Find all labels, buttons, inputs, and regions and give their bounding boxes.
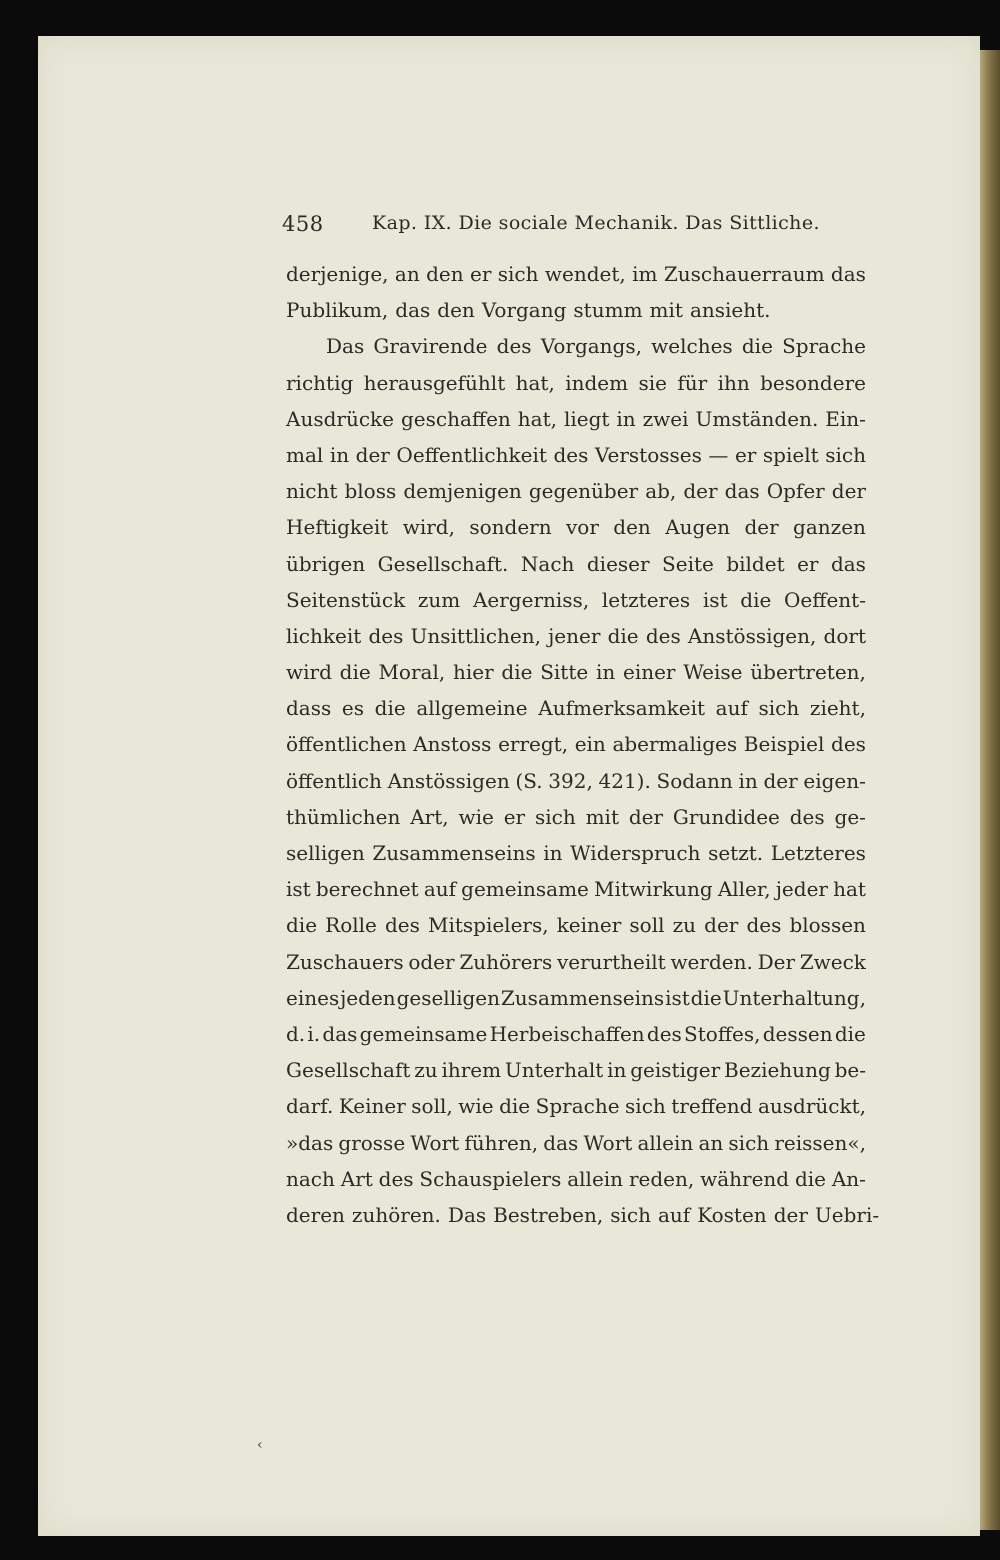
word: verurtheilt	[556, 949, 666, 974]
word: jeder	[775, 877, 828, 902]
text-line	[286, 726, 866, 762]
word: geselligen	[396, 985, 501, 1010]
word: wie	[458, 1094, 494, 1119]
word: sich	[610, 1202, 651, 1227]
word: werden.	[670, 949, 753, 974]
word: die	[741, 334, 773, 359]
word: zu	[672, 913, 697, 938]
word: Ein-	[825, 406, 866, 431]
word: derjenige,	[286, 262, 389, 286]
word: Rolle	[325, 913, 377, 938]
word: gegenüber	[528, 479, 639, 504]
word: Letzteres	[770, 841, 866, 865]
word: zieht,	[809, 696, 866, 721]
word: Mitspielers,	[427, 913, 549, 938]
word: für	[677, 370, 708, 395]
word: Das	[447, 1202, 487, 1227]
word: das	[830, 262, 866, 286]
word: es	[341, 696, 365, 721]
text-line	[286, 292, 866, 328]
word: soll	[629, 913, 665, 938]
word: 392,	[548, 768, 593, 793]
word: die	[286, 913, 318, 938]
word: nach	[286, 1166, 335, 1191]
word: Oeffent-	[784, 587, 866, 612]
word: er	[797, 551, 819, 576]
word: ist	[665, 985, 690, 1010]
word: an	[394, 262, 420, 286]
word: dessen	[762, 1021, 833, 1046]
word: Art	[340, 1166, 373, 1191]
word: des	[384, 913, 420, 938]
word: sich	[825, 442, 866, 467]
word: lichkeit	[286, 623, 362, 648]
word: dass	[286, 696, 332, 721]
word: mit	[649, 298, 683, 323]
text-line	[286, 799, 866, 835]
word: welches	[651, 334, 733, 359]
text-line	[286, 401, 866, 437]
word: die	[794, 1166, 826, 1191]
word: Seitenstück	[286, 587, 406, 612]
word: gemeinsame	[359, 1021, 488, 1046]
word: keiner	[556, 913, 622, 938]
text-line	[286, 582, 866, 618]
word: Nach	[520, 551, 575, 576]
word: Aergerniss,	[472, 587, 590, 612]
word: demjenigen	[403, 479, 522, 504]
word: den	[426, 262, 464, 286]
word: Zuschauers	[286, 949, 404, 974]
word: des	[553, 442, 589, 467]
text-line	[286, 1016, 866, 1052]
word: Vorgangs,	[540, 334, 642, 359]
word: Unsittlichen,	[410, 623, 541, 648]
word: dort	[823, 623, 866, 648]
word: des	[746, 913, 782, 938]
word: zwei	[642, 406, 689, 431]
word: das	[543, 1130, 579, 1155]
word: zuhören.	[351, 1202, 441, 1227]
word: Das	[326, 334, 365, 359]
word: in	[329, 442, 350, 467]
word: sich	[534, 804, 576, 829]
word: Herbeischaffen	[489, 1021, 645, 1046]
word: An-	[831, 1166, 866, 1191]
word: des	[831, 732, 866, 757]
word: spielt	[762, 442, 819, 467]
word: Aufmerksamkeit	[538, 696, 706, 721]
word: auf	[423, 877, 457, 902]
body-text	[286, 256, 880, 1233]
word: blossen	[789, 913, 866, 938]
word: »das	[286, 1130, 334, 1155]
word: Grundidee	[672, 804, 780, 829]
word: die	[690, 985, 722, 1010]
word: vor	[566, 515, 599, 540]
word: Sitte	[540, 660, 589, 685]
word: er	[469, 262, 492, 286]
word: Gravirende	[373, 334, 488, 359]
word: den	[613, 515, 651, 540]
word: die	[501, 660, 533, 685]
word: des	[645, 623, 681, 648]
word: Sprache	[782, 334, 866, 359]
word: gemeinsame	[461, 877, 589, 902]
word: Publikum,	[286, 298, 389, 323]
word: in	[543, 841, 563, 865]
word: Wort	[583, 1130, 633, 1155]
word: jeden	[340, 985, 396, 1010]
word: (S.	[515, 768, 543, 793]
word: übertreten,	[750, 660, 866, 685]
word: wendet,	[544, 262, 626, 286]
word: Schauspielers	[419, 1166, 562, 1191]
word: wird,	[402, 515, 455, 540]
word: die	[607, 623, 639, 648]
word: thümlichen	[286, 804, 401, 829]
word: Unterhalt	[504, 1058, 604, 1083]
word: reden,	[628, 1166, 695, 1191]
text-line	[286, 871, 866, 907]
word: Moral,	[378, 660, 446, 685]
word: Gesellschaft.	[377, 551, 509, 576]
word: zu	[414, 1058, 438, 1083]
word: herausgefühlt	[363, 370, 506, 395]
word: erregt,	[498, 732, 569, 757]
word: sich	[497, 262, 539, 286]
word: d.	[286, 1021, 306, 1046]
word: berechnet	[315, 877, 419, 902]
word: hat,	[517, 406, 557, 431]
word: der	[744, 515, 779, 540]
word: Opfer	[766, 479, 825, 504]
word: Sprache	[535, 1094, 620, 1119]
word: sich	[758, 696, 800, 721]
word: das	[322, 1021, 358, 1046]
word: sich	[625, 1094, 666, 1119]
word: Beziehung	[724, 1058, 831, 1083]
word: der	[831, 479, 866, 504]
word: während	[700, 1166, 790, 1191]
word: eigen-	[803, 768, 866, 793]
word: öffentlich	[286, 768, 382, 793]
word: Umständen.	[695, 406, 819, 431]
word: Anstössigen	[387, 768, 510, 793]
word: Zuschauerraum	[663, 262, 825, 286]
word: mal	[286, 442, 324, 467]
word: sich	[728, 1130, 770, 1155]
word: im	[632, 262, 658, 286]
word: die	[339, 660, 371, 685]
word: führen,	[464, 1130, 539, 1155]
word: besondere	[760, 370, 866, 395]
word: Mitwirkung	[594, 877, 713, 902]
text-line	[286, 328, 866, 364]
word: des	[789, 804, 825, 829]
word: der	[704, 913, 739, 938]
word: zum	[417, 587, 461, 612]
text-line	[286, 1197, 880, 1233]
word: ein	[574, 732, 606, 757]
word: hat,	[515, 370, 555, 395]
word: ganzen	[793, 515, 866, 540]
word: i.	[307, 1021, 321, 1046]
word: dieser	[586, 551, 650, 576]
text-line	[286, 907, 866, 943]
word: sondern	[469, 515, 552, 540]
text-line	[286, 437, 866, 473]
footer-mark: ‹	[257, 1437, 263, 1453]
word: in	[607, 1058, 627, 1083]
word: be-	[834, 1058, 866, 1083]
text-line	[286, 618, 866, 654]
word: Anstössigen,	[687, 623, 817, 648]
word: Aller,	[717, 877, 771, 902]
text-line	[286, 835, 866, 871]
word: sie	[638, 370, 667, 395]
word: die	[499, 1094, 531, 1119]
word: Heftigkeit	[286, 515, 389, 540]
word: ab,	[645, 479, 677, 504]
word: geistiger	[630, 1058, 721, 1083]
word: das	[724, 479, 760, 504]
word: Art,	[410, 804, 449, 829]
word: Keiner	[338, 1094, 406, 1119]
word: die	[740, 587, 772, 612]
word: setzt.	[708, 841, 764, 865]
word: das	[830, 551, 866, 576]
word: Beispiel	[743, 732, 825, 757]
word: —	[708, 442, 729, 467]
page-number: 458	[282, 212, 324, 236]
word: Seite	[662, 551, 714, 576]
word: ist	[286, 877, 311, 902]
word: der	[628, 804, 664, 829]
text-line	[286, 944, 866, 980]
word: mit	[585, 804, 619, 829]
word: der	[763, 768, 798, 793]
word: hat	[833, 877, 866, 902]
word: allein	[637, 1130, 694, 1155]
word: der	[773, 1202, 808, 1227]
word: letzteres	[601, 587, 691, 612]
word: Sodann	[656, 768, 733, 793]
running-head: Kap. IX. Die sociale Mechanik. Das Sittliche.	[372, 212, 820, 234]
word: der	[355, 442, 390, 467]
text-line	[286, 509, 866, 545]
word: Oeffentlichkeit	[396, 442, 547, 467]
word: Vorgang	[481, 298, 567, 323]
word: Kosten	[697, 1202, 767, 1227]
word: jener	[548, 623, 601, 648]
word: auf	[715, 696, 748, 721]
word: in	[738, 768, 758, 793]
word: geschaffen	[400, 406, 511, 431]
word: Unterhaltung,	[722, 985, 866, 1010]
word: er	[503, 804, 526, 829]
text-line	[286, 690, 866, 726]
word: indem	[565, 370, 629, 395]
word: 421).	[598, 768, 651, 793]
word: Zweck	[799, 949, 866, 974]
word: Uebri-	[814, 1202, 880, 1227]
word: ihn	[717, 370, 750, 395]
word: des	[378, 1166, 414, 1191]
word: deren	[286, 1202, 345, 1227]
word: ge-	[834, 804, 866, 829]
word: wird	[286, 660, 332, 685]
word: allein	[567, 1166, 624, 1191]
word: selligen	[286, 841, 365, 865]
word: des	[496, 334, 532, 359]
word: Weise	[683, 660, 743, 685]
word: liegt	[563, 406, 610, 431]
text-line	[286, 546, 866, 582]
word: darf.	[286, 1094, 334, 1119]
word: in	[595, 660, 616, 685]
word: Der	[757, 949, 796, 974]
word: nicht	[286, 479, 338, 504]
word: Verstosses	[594, 442, 702, 467]
word: einer	[622, 660, 676, 685]
word: Bestreben,	[493, 1202, 604, 1227]
text-line	[286, 1161, 866, 1197]
word: übrigen	[286, 551, 366, 576]
word: die	[834, 1021, 866, 1046]
word: Ausdrücke	[286, 406, 394, 431]
word: Widerspruch	[570, 841, 701, 865]
word: in	[616, 406, 636, 431]
word: Anstoss	[413, 732, 492, 757]
word: Stoffes,	[684, 1021, 761, 1046]
word: oder	[408, 949, 455, 974]
word: Gesellschaft	[286, 1058, 411, 1083]
word: Zusammenseins	[372, 841, 536, 865]
word: ausdrückt,	[757, 1094, 866, 1119]
word: grosse	[338, 1130, 406, 1155]
text-line	[286, 1052, 866, 1088]
word: Zuhörers	[459, 949, 553, 974]
word: ansieht.	[689, 298, 771, 323]
word: soll,	[411, 1094, 453, 1119]
word: die	[374, 696, 406, 721]
word: treffend	[671, 1094, 753, 1119]
text-line	[286, 654, 866, 690]
word: Wort	[410, 1130, 460, 1155]
page-edge	[980, 50, 1000, 1530]
word: des	[368, 623, 404, 648]
word: der	[683, 479, 718, 504]
text-line	[286, 365, 866, 401]
word: den	[437, 298, 475, 323]
word: wie	[458, 804, 494, 829]
word: reissen«,	[774, 1130, 866, 1155]
word: allgemeine	[416, 696, 528, 721]
word: des	[646, 1021, 682, 1046]
word: bloss	[344, 479, 397, 504]
word: das	[395, 298, 431, 323]
word: Augen	[665, 515, 731, 540]
text-line	[286, 980, 866, 1016]
text-line	[286, 1088, 866, 1124]
word: eines	[286, 985, 340, 1010]
word: bildet	[726, 551, 785, 576]
word: hier	[452, 660, 494, 685]
word: stumm	[573, 298, 643, 323]
text-line	[286, 1125, 866, 1161]
word: ist	[702, 587, 728, 612]
word: an	[698, 1130, 724, 1155]
text-line	[286, 763, 866, 799]
word: öffentlichen	[286, 732, 407, 757]
word: er	[734, 442, 757, 467]
page-header	[282, 210, 882, 246]
word: ihrem	[441, 1058, 502, 1083]
text-line	[286, 473, 866, 509]
text-line	[286, 256, 866, 292]
word: auf	[658, 1202, 691, 1227]
word: richtig	[286, 370, 354, 395]
word: Zusammenseins	[500, 985, 665, 1010]
word: abermaliges	[612, 732, 738, 757]
